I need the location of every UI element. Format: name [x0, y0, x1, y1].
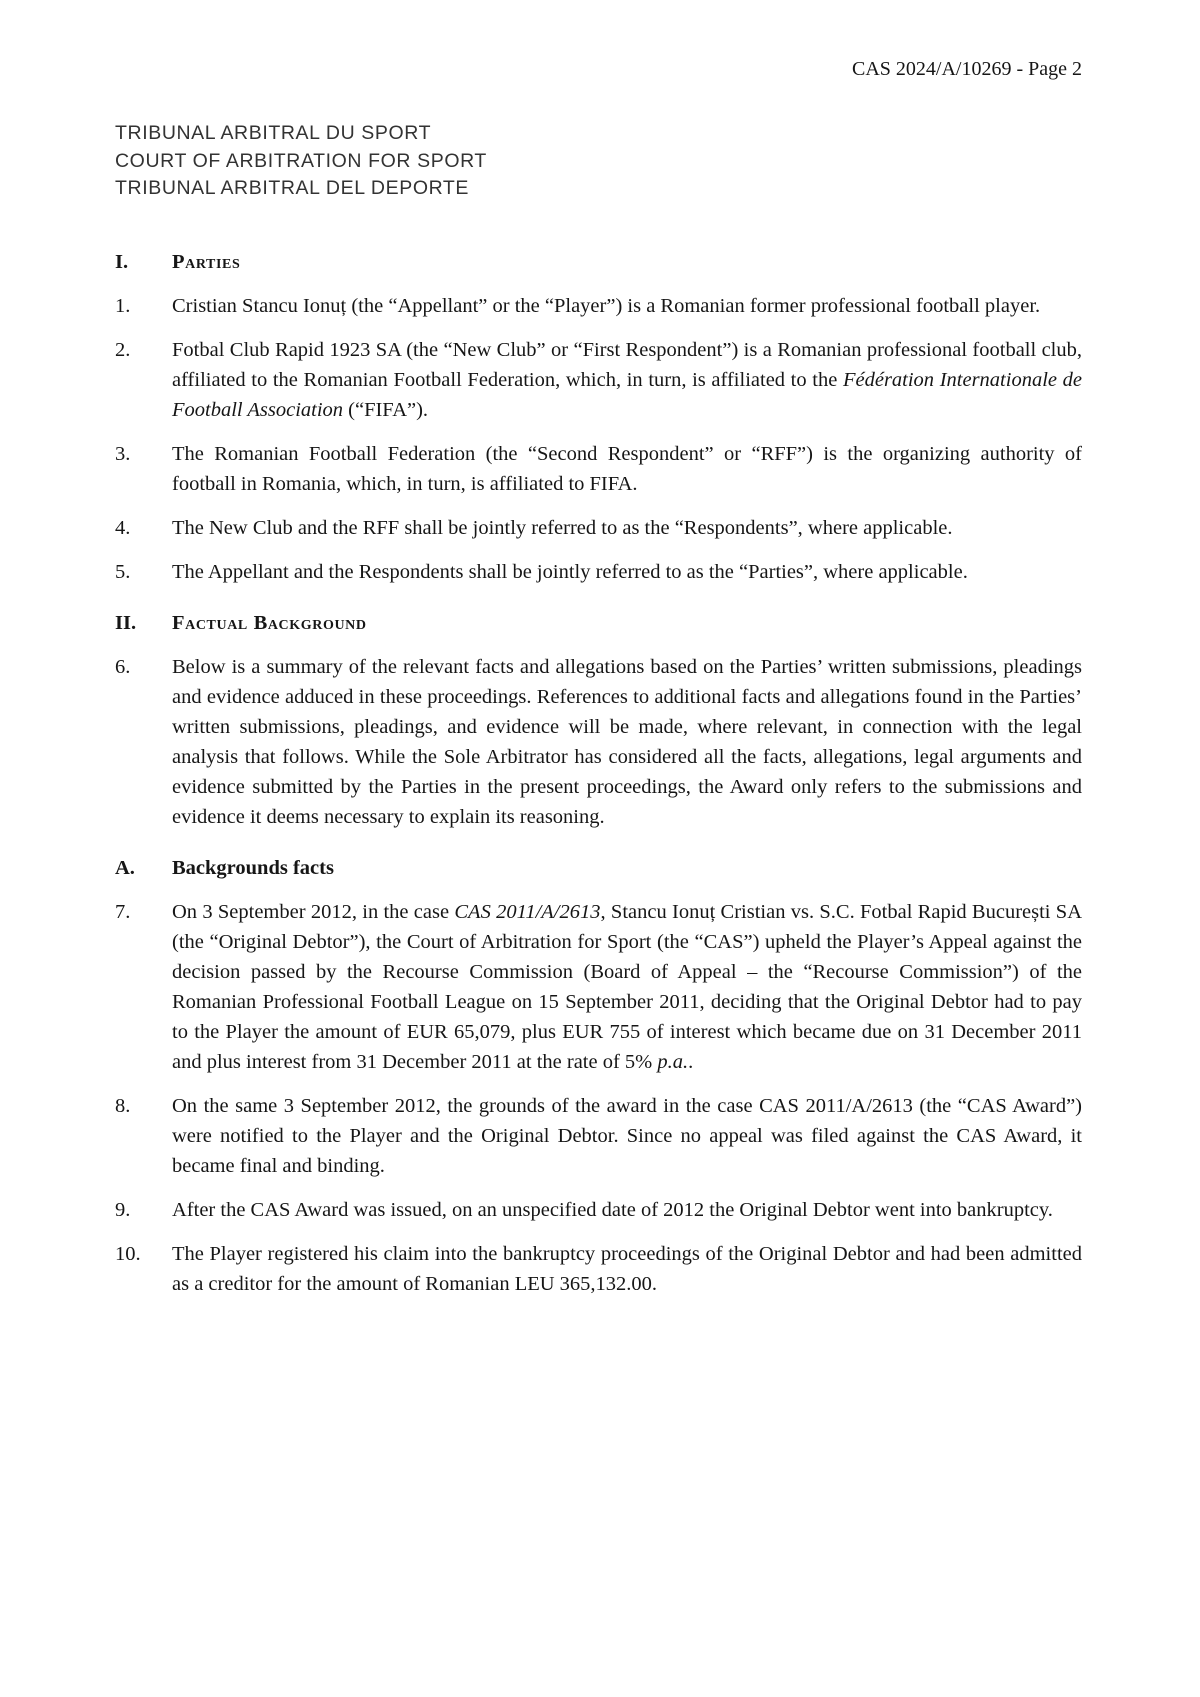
italic-run: CAS 2011/A/2613 [454, 900, 601, 923]
text-run: Below is a summary of the relevant facts and allegations based on the Parties’ written submissions, pleadings and evidence adduced in these proceedings. References to additional facts and allegations found in the Parties’ written submissions, pleadings, and evidence will be made, where relevant, in connection with the legal analysis that follows. While the Sole Arbitrator has considered all the facts, allegations, legal arguments and evidence submitted by the Parties in the present proceedings, the Award only refers to the submissions and evidence it deems necessary to explain its reasoning. [172, 655, 1082, 828]
section-heading-factual-background [115, 608, 1082, 638]
paragraph-10 [115, 1239, 1082, 1299]
paragraph-body [172, 1091, 1082, 1181]
paragraph-body [172, 291, 1082, 321]
paragraph-6 [115, 652, 1082, 832]
paragraph-number: 6. [115, 655, 131, 678]
subsection-number: A. [115, 856, 135, 879]
text-run: , Stancu Ionuț Cristian vs. S.C. Fotbal Rapid București SA (the “Original Debtor”), the Court of Arbitration for Sport (the “CAS”) upheld the Player’s Appeal against the decision passed by the Recourse Commission (Board of Appeal – the “Recourse Commission”) of the Romanian Professional Football League on 15 September 2011, deciding that the Original Debtor had to pay to the Player the amount of EUR 65,079, plus EUR 755 of interest which became due on 31 December 2011 and plus interest from 31 December 2011 at the rate of 5% [172, 900, 1082, 1073]
text-run: (“FIFA”). [343, 398, 429, 421]
paragraph-body [172, 557, 1082, 587]
paragraph-number: 1. [115, 294, 131, 317]
text-run: The Player registered his claim into the bankruptcy proceedings of the Original Debtor and had been admitted as a creditor for the amount of Romanian LEU 365,132.00. [172, 1242, 1082, 1295]
paragraph-7 [115, 897, 1082, 1077]
text-run: After the CAS Award was issued, on an unspecified date of 2012 the Original Debtor went into bankruptcy. [172, 1198, 1053, 1221]
paragraph-body [172, 1239, 1082, 1299]
text-run: . [688, 1050, 694, 1073]
paragraph-body [172, 439, 1082, 499]
paragraph-body [172, 513, 1082, 543]
text-run: Cristian Stancu Ionuț (the “Appellant” or the “Player”) is a Romanian former professional football player. [172, 294, 1041, 317]
paragraph-2 [115, 335, 1082, 425]
letterhead [115, 120, 1082, 203]
paragraph-8 [115, 1091, 1082, 1181]
paragraph-number: 9. [115, 1198, 131, 1221]
section-heading-parties [115, 247, 1082, 277]
letterhead-line-spanish: TRIBUNAL ARBITRAL DEL DEPORTE [115, 177, 470, 199]
paragraph-body [172, 335, 1082, 425]
text-run: The Appellant and the Respondents shall be jointly referred to as the “Parties”, where applicable. [172, 560, 968, 583]
section-number: I. [115, 250, 129, 273]
paragraph-body [172, 897, 1082, 1077]
letterhead-line-english: COURT OF ARBITRATION FOR SPORT [115, 149, 487, 172]
section-number: II. [115, 611, 137, 634]
paragraph-5 [115, 557, 1082, 587]
paragraph-body [172, 1195, 1082, 1225]
text-run: The Romanian Football Federation (the “Second Respondent” or “RFF”) is the organizing authority of football in Romania, which, in turn, is affiliated to FIFA. [172, 442, 1082, 495]
paragraph-4 [115, 513, 1082, 543]
paragraph-9 [115, 1195, 1082, 1225]
paragraph-number: 8. [115, 1094, 131, 1117]
text-run: Fotbal Club Rapid 1923 SA (the “New Club” or “First Respondent”) is a Romanian professional football club, affiliated to the Romanian Football Federation, which, in turn, is affiliated to the [172, 338, 1082, 391]
text-run: The New Club and the RFF shall be jointly referred to as the “Respondents”, where applicable. [172, 516, 953, 539]
section-title: Factual Background [172, 611, 367, 634]
subsection-title: Backgrounds facts [172, 856, 334, 879]
paragraph-3 [115, 439, 1082, 499]
italic-run: p.a. [657, 1050, 689, 1073]
paragraph-number: 5. [115, 560, 131, 583]
text-run: On the same 3 September 2012, the grounds of the award in the case CAS 2011/A/2613 (the “CAS Award”) were notified to the Player and the Original Debtor. Since no appeal was filed against the CAS Award, it became final and binding. [172, 1094, 1082, 1177]
paragraph-number: 7. [115, 900, 131, 923]
paragraph-number: 2. [115, 338, 131, 361]
paragraph-number: 3. [115, 442, 131, 465]
case-reference: CAS 2024/A/10269 - Page 2 [852, 58, 1082, 80]
section-title: Parties [172, 250, 241, 273]
letterhead-line-french: TRIBUNAL ARBITRAL DU SPORT [115, 122, 432, 144]
paragraph-1 [115, 291, 1082, 321]
subsection-heading-background-facts [115, 853, 1082, 883]
paragraph-body [172, 652, 1082, 832]
text-run: On 3 September 2012, in the case [172, 900, 455, 923]
paragraph-number: 10. [115, 1242, 141, 1265]
italic-run: Fédération Internationale de Football Association [172, 368, 1082, 421]
paragraph-number: 4. [115, 516, 131, 539]
